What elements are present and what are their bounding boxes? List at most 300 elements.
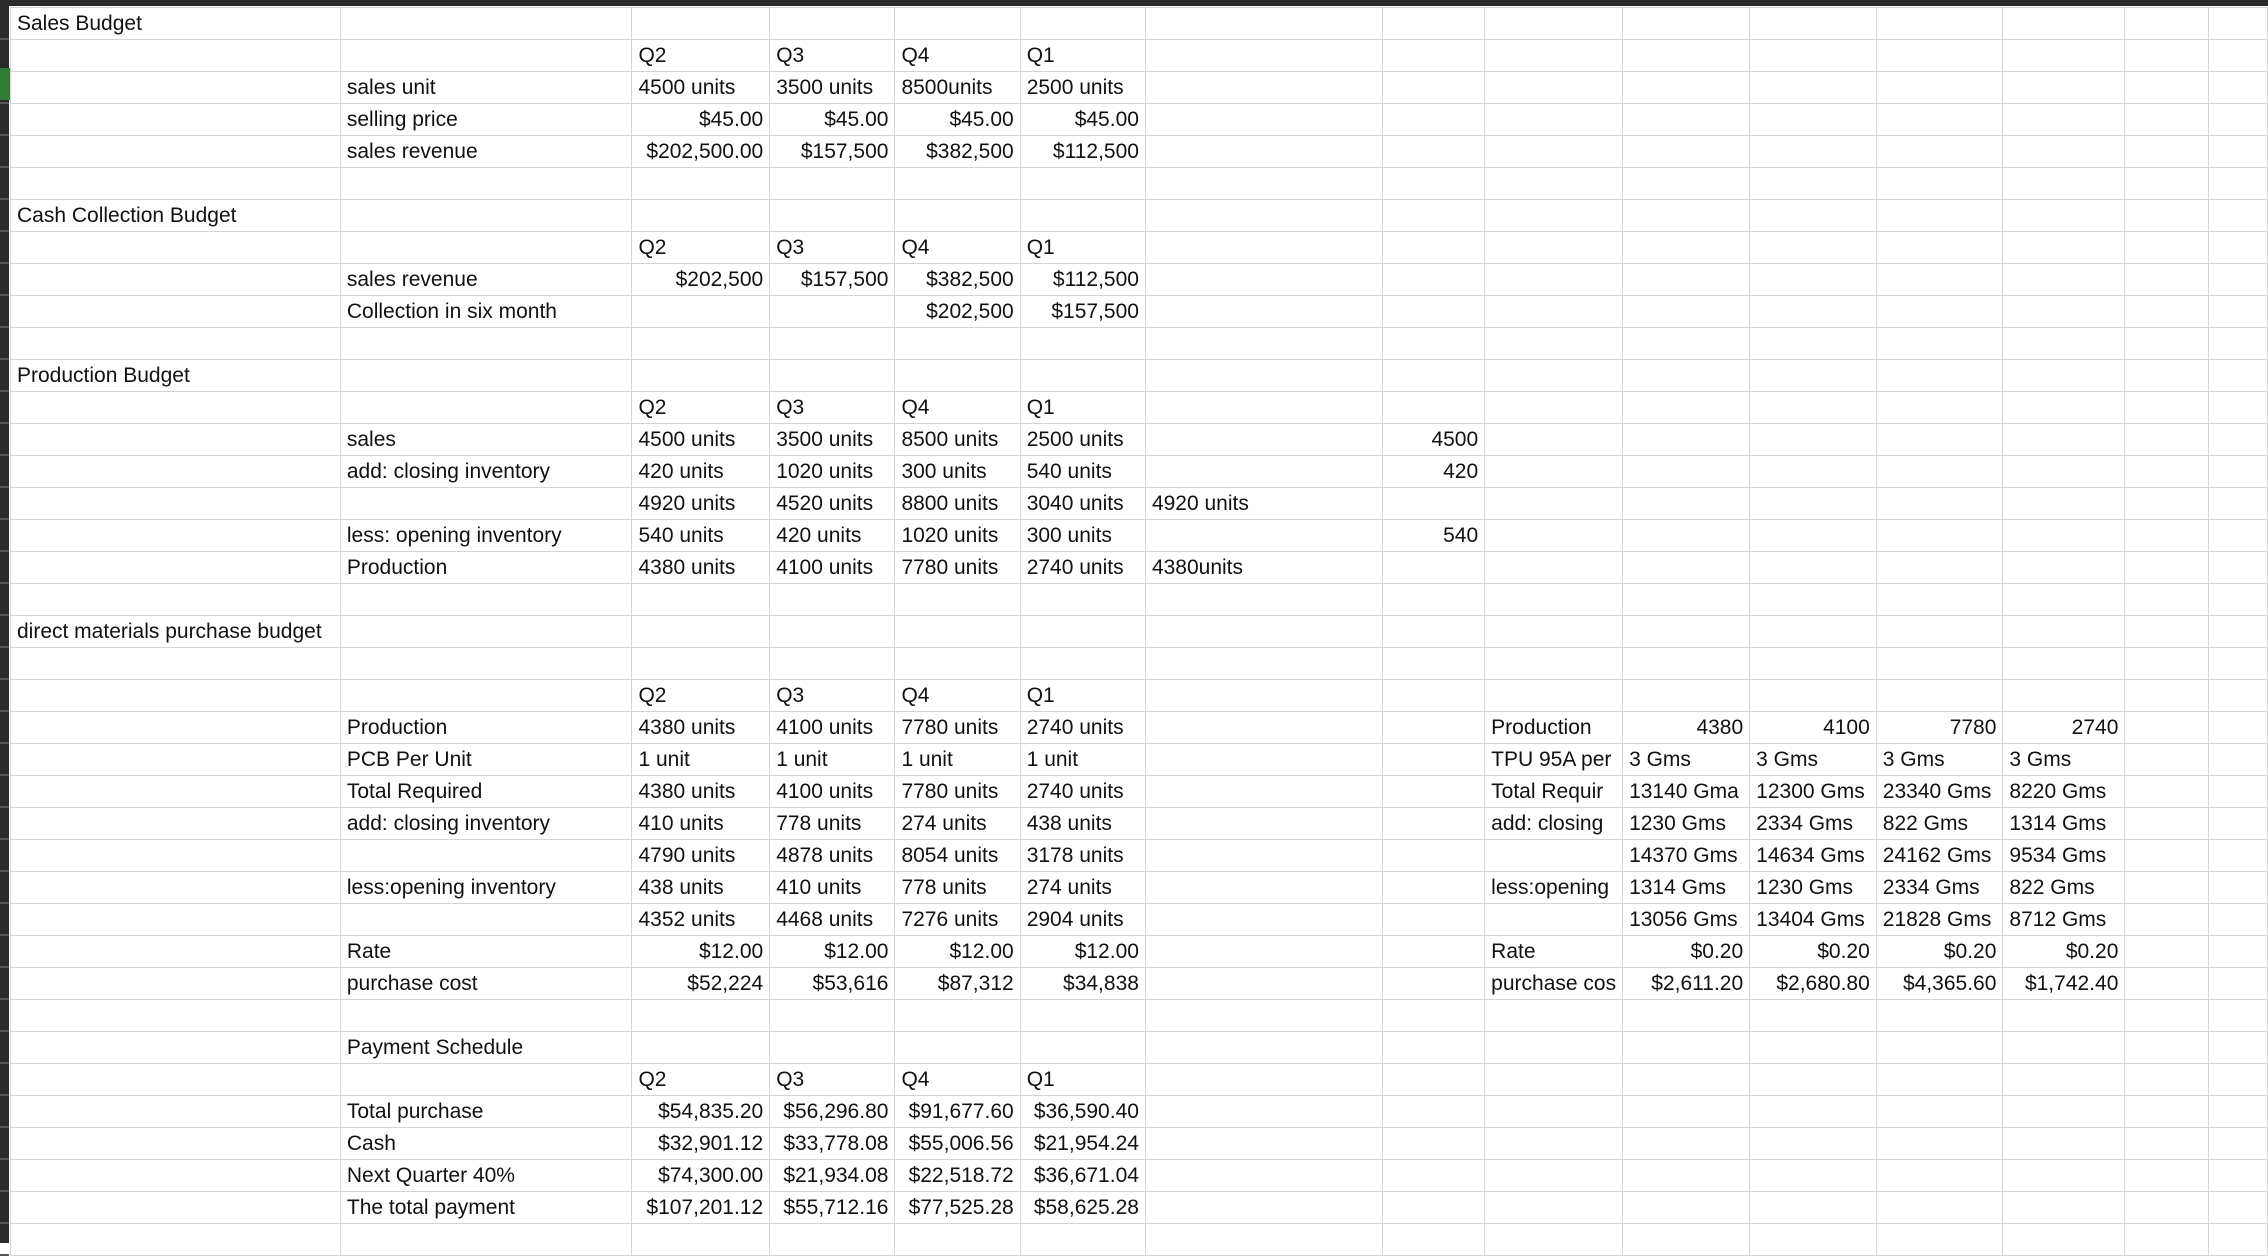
sheet-cell[interactable] xyxy=(1750,616,1877,648)
sheet-cell[interactable] xyxy=(340,584,632,616)
sheet-cell[interactable] xyxy=(11,232,341,264)
sheet-cell[interactable] xyxy=(1876,680,2003,712)
sheet-cell[interactable] xyxy=(11,1160,341,1192)
sheet-cell[interactable] xyxy=(1383,1160,1485,1192)
sheet-cell[interactable]: $157,500 xyxy=(1020,296,1145,328)
sheet-cell[interactable] xyxy=(11,744,341,776)
sheet-cell[interactable] xyxy=(1876,136,2003,168)
sheet-cell[interactable] xyxy=(1485,1128,1623,1160)
sheet-cell[interactable] xyxy=(2125,328,2208,360)
sheet-cell[interactable]: 420 units xyxy=(770,520,895,552)
sheet-cell[interactable] xyxy=(2125,232,2208,264)
sheet-cell[interactable]: $4,365.60 xyxy=(1876,968,2003,1000)
sheet-cell[interactable] xyxy=(1623,616,1750,648)
sheet-cell[interactable] xyxy=(340,840,632,872)
sheet-cell[interactable]: 420 xyxy=(1383,456,1485,488)
sheet-cell[interactable] xyxy=(1750,136,1877,168)
sheet-cell[interactable] xyxy=(2003,552,2125,584)
sheet-cell[interactable] xyxy=(1020,1224,1145,1256)
sheet-cell[interactable] xyxy=(11,488,341,520)
sheet-cell[interactable] xyxy=(1876,104,2003,136)
sheet-cell[interactable]: 540 xyxy=(1383,520,1485,552)
sheet-cell[interactable] xyxy=(2125,1064,2208,1096)
sheet-cell[interactable] xyxy=(2003,8,2125,40)
sheet-cell[interactable] xyxy=(2208,1192,2267,1224)
sheet-cell[interactable] xyxy=(2125,744,2208,776)
sheet-cell[interactable] xyxy=(1623,1096,1750,1128)
sheet-cell[interactable] xyxy=(1623,136,1750,168)
sheet-cell[interactable] xyxy=(1750,328,1877,360)
sheet-cell[interactable]: purchase cost xyxy=(340,968,632,1000)
sheet-cell[interactable] xyxy=(1145,72,1382,104)
sheet-cell[interactable] xyxy=(2125,72,2208,104)
sheet-cell[interactable]: $45.00 xyxy=(632,104,770,136)
sheet-cell[interactable] xyxy=(770,648,895,680)
sheet-cell[interactable] xyxy=(1485,168,1623,200)
sheet-cell[interactable] xyxy=(2208,8,2267,40)
sheet-cell[interactable] xyxy=(2125,136,2208,168)
sheet-cell[interactable]: $202,500 xyxy=(895,296,1020,328)
sheet-cell[interactable] xyxy=(1623,1192,1750,1224)
sheet-cell[interactable] xyxy=(11,328,341,360)
sheet-cell[interactable] xyxy=(2208,168,2267,200)
sheet-cell[interactable] xyxy=(1145,328,1382,360)
sheet-cell[interactable]: 2740 xyxy=(2003,712,2125,744)
sheet-cell[interactable]: $32,901.12 xyxy=(632,1128,770,1160)
sheet-cell[interactable] xyxy=(2125,264,2208,296)
sheet-cell[interactable]: Q4 xyxy=(895,1064,1020,1096)
sheet-cell[interactable] xyxy=(1623,1000,1750,1032)
sheet-cell[interactable]: $54,835.20 xyxy=(632,1096,770,1128)
sheet-cell[interactable] xyxy=(1145,424,1382,456)
sheet-cell[interactable]: Next Quarter 40% xyxy=(340,1160,632,1192)
sheet-cell[interactable] xyxy=(770,296,895,328)
sheet-cell[interactable] xyxy=(1145,1064,1382,1096)
sheet-cell[interactable] xyxy=(1383,744,1485,776)
sheet-cell[interactable]: Production xyxy=(340,552,632,584)
sheet-cell[interactable] xyxy=(2003,456,2125,488)
sheet-cell[interactable]: Q2 xyxy=(632,40,770,72)
sheet-cell[interactable] xyxy=(1383,1224,1485,1256)
sheet-cell[interactable] xyxy=(2003,360,2125,392)
sheet-cell[interactable] xyxy=(2208,488,2267,520)
sheet-cell[interactable] xyxy=(2125,424,2208,456)
sheet-cell[interactable] xyxy=(1876,1192,2003,1224)
sheet-cell[interactable] xyxy=(2125,808,2208,840)
sheet-cell[interactable]: 13056 Gms xyxy=(1623,904,1750,936)
sheet-cell[interactable]: 8800 units xyxy=(895,488,1020,520)
sheet-cell[interactable] xyxy=(1485,584,1623,616)
sheet-cell[interactable] xyxy=(11,712,341,744)
sheet-cell[interactable] xyxy=(11,72,341,104)
sheet-cell[interactable] xyxy=(1145,1192,1382,1224)
sheet-cell[interactable] xyxy=(1383,168,1485,200)
sheet-cell[interactable]: $0.20 xyxy=(1876,936,2003,968)
sheet-cell[interactable]: $77,525.28 xyxy=(895,1192,1020,1224)
sheet-cell[interactable]: TPU 95A per xyxy=(1485,744,1623,776)
sheet-cell[interactable] xyxy=(2125,680,2208,712)
sheet-cell[interactable] xyxy=(11,1224,341,1256)
sheet-cell[interactable] xyxy=(2003,424,2125,456)
sheet-cell[interactable]: $2,680.80 xyxy=(1750,968,1877,1000)
sheet-cell[interactable]: 7780 xyxy=(1876,712,2003,744)
sheet-cell[interactable] xyxy=(2125,776,2208,808)
sheet-cell[interactable] xyxy=(2208,1128,2267,1160)
sheet-cell[interactable]: $34,838 xyxy=(1020,968,1145,1000)
sheet-cell[interactable] xyxy=(1383,904,1485,936)
sheet-cell[interactable] xyxy=(1485,456,1623,488)
sheet-cell[interactable] xyxy=(1145,200,1382,232)
sheet-cell[interactable] xyxy=(2125,584,2208,616)
sheet-cell[interactable] xyxy=(1876,296,2003,328)
sheet-cell[interactable]: Q4 xyxy=(895,40,1020,72)
sheet-cell[interactable] xyxy=(2208,904,2267,936)
sheet-cell[interactable]: $12.00 xyxy=(632,936,770,968)
sheet-cell[interactable]: $45.00 xyxy=(895,104,1020,136)
sheet-cell[interactable] xyxy=(1623,456,1750,488)
sheet-cell[interactable] xyxy=(1145,104,1382,136)
sheet-cell[interactable] xyxy=(340,1224,632,1256)
sheet-cell[interactable] xyxy=(895,1224,1020,1256)
sheet-cell[interactable]: Q3 xyxy=(770,232,895,264)
sheet-cell[interactable]: 1020 units xyxy=(895,520,1020,552)
sheet-cell[interactable] xyxy=(11,904,341,936)
sheet-cell[interactable] xyxy=(11,840,341,872)
sheet-cell[interactable] xyxy=(2125,1224,2208,1256)
sheet-cell[interactable] xyxy=(1623,328,1750,360)
sheet-cell[interactable] xyxy=(11,296,341,328)
sheet-cell[interactable] xyxy=(340,40,632,72)
sheet-cell[interactable] xyxy=(2125,1128,2208,1160)
sheet-cell[interactable] xyxy=(1750,104,1877,136)
sheet-cell[interactable]: $12.00 xyxy=(1020,936,1145,968)
sheet-cell[interactable] xyxy=(1145,232,1382,264)
sheet-cell[interactable] xyxy=(2125,104,2208,136)
sheet-cell[interactable] xyxy=(895,200,1020,232)
sheet-cell[interactable] xyxy=(2208,296,2267,328)
sheet-cell[interactable] xyxy=(2003,1032,2125,1064)
sheet-cell[interactable] xyxy=(2003,1064,2125,1096)
sheet-cell[interactable]: 4520 units xyxy=(770,488,895,520)
sheet-cell[interactable]: 2740 units xyxy=(1020,552,1145,584)
sheet-cell[interactable] xyxy=(1876,1160,2003,1192)
sheet-cell[interactable] xyxy=(1876,648,2003,680)
sheet-cell[interactable]: 2904 units xyxy=(1020,904,1145,936)
sheet-cell[interactable] xyxy=(1876,40,2003,72)
sheet-cell[interactable] xyxy=(1485,40,1623,72)
sheet-cell[interactable] xyxy=(1145,1096,1382,1128)
sheet-cell[interactable] xyxy=(1145,264,1382,296)
sheet-cell[interactable] xyxy=(1145,584,1382,616)
sheet-cell[interactable]: less:opening inventory xyxy=(340,872,632,904)
sheet-cell[interactable]: Q3 xyxy=(770,392,895,424)
sheet-cell[interactable]: $21,954.24 xyxy=(1020,1128,1145,1160)
sheet-cell[interactable]: 778 units xyxy=(770,808,895,840)
sheet-cell[interactable]: sales revenue xyxy=(340,136,632,168)
sheet-cell[interactable]: sales xyxy=(340,424,632,456)
sheet-cell[interactable] xyxy=(1750,360,1877,392)
sheet-cell[interactable] xyxy=(2125,872,2208,904)
sheet-cell[interactable] xyxy=(1876,200,2003,232)
sheet-cell[interactable] xyxy=(1485,200,1623,232)
sheet-cell[interactable] xyxy=(2003,616,2125,648)
sheet-cell[interactable] xyxy=(2003,72,2125,104)
sheet-cell[interactable] xyxy=(632,8,770,40)
sheet-cell[interactable] xyxy=(2125,616,2208,648)
sheet-cell[interactable] xyxy=(340,232,632,264)
sheet-cell[interactable] xyxy=(1750,584,1877,616)
sheet-cell[interactable] xyxy=(2208,392,2267,424)
sheet-cell[interactable] xyxy=(1876,552,2003,584)
sheet-cell[interactable]: 3 Gms xyxy=(1750,744,1877,776)
sheet-cell[interactable] xyxy=(1623,232,1750,264)
sheet-cell[interactable] xyxy=(2208,1064,2267,1096)
sheet-cell[interactable] xyxy=(2208,840,2267,872)
sheet-cell[interactable] xyxy=(2125,1032,2208,1064)
sheet-cell[interactable] xyxy=(770,616,895,648)
sheet-cell[interactable]: purchase cos xyxy=(1485,968,1623,1000)
sheet-cell[interactable]: 4920 units xyxy=(1145,488,1382,520)
sheet-cell[interactable]: 23340 Gms xyxy=(1876,776,2003,808)
sheet-cell[interactable] xyxy=(2003,584,2125,616)
sheet-cell[interactable] xyxy=(2208,712,2267,744)
sheet-cell[interactable]: 540 units xyxy=(1020,456,1145,488)
sheet-cell[interactable] xyxy=(1485,520,1623,552)
sheet-cell[interactable]: 7780 units xyxy=(895,776,1020,808)
sheet-cell[interactable] xyxy=(2003,328,2125,360)
sheet-cell[interactable]: $202,500.00 xyxy=(632,136,770,168)
sheet-cell[interactable]: add: closing inventory xyxy=(340,456,632,488)
sheet-cell[interactable]: add: closing inventory xyxy=(340,808,632,840)
sheet-cell[interactable] xyxy=(770,1224,895,1256)
sheet-cell[interactable] xyxy=(1750,1192,1877,1224)
sheet-cell[interactable] xyxy=(2208,424,2267,456)
sheet-cell[interactable] xyxy=(1876,264,2003,296)
sheet-cell[interactable]: $55,712.16 xyxy=(770,1192,895,1224)
sheet-cell[interactable] xyxy=(2208,136,2267,168)
sheet-cell[interactable]: 4100 units xyxy=(770,712,895,744)
sheet-cell[interactable] xyxy=(1876,72,2003,104)
sheet-cell[interactable] xyxy=(770,168,895,200)
sheet-cell[interactable] xyxy=(632,296,770,328)
sheet-cell[interactable]: 24162 Gms xyxy=(1876,840,2003,872)
sheet-cell[interactable] xyxy=(1876,168,2003,200)
sheet-cell[interactable] xyxy=(770,8,895,40)
sheet-cell[interactable] xyxy=(2125,904,2208,936)
sheet-cell[interactable]: 410 units xyxy=(632,808,770,840)
sheet-cell[interactable] xyxy=(632,168,770,200)
sheet-cell[interactable] xyxy=(1623,264,1750,296)
sheet-cell[interactable] xyxy=(1876,488,2003,520)
sheet-cell[interactable] xyxy=(340,1064,632,1096)
sheet-cell[interactable] xyxy=(2208,584,2267,616)
sheet-cell[interactable] xyxy=(1750,40,1877,72)
sheet-cell[interactable] xyxy=(2208,1160,2267,1192)
sheet-cell[interactable] xyxy=(1145,168,1382,200)
sheet-cell[interactable]: $382,500 xyxy=(895,264,1020,296)
sheet-cell[interactable] xyxy=(1383,264,1485,296)
sheet-cell[interactable] xyxy=(1623,680,1750,712)
sheet-cell[interactable] xyxy=(2208,616,2267,648)
sheet-cell[interactable] xyxy=(1145,808,1382,840)
sheet-cell[interactable] xyxy=(2208,1096,2267,1128)
sheet-cell[interactable] xyxy=(1750,1000,1877,1032)
sheet-cell[interactable]: $157,500 xyxy=(770,264,895,296)
sheet-cell[interactable] xyxy=(1750,680,1877,712)
sheet-cell[interactable] xyxy=(1876,232,2003,264)
sheet-cell[interactable] xyxy=(1383,40,1485,72)
sheet-cell[interactable]: 822 Gms xyxy=(1876,808,2003,840)
sheet-cell[interactable] xyxy=(340,360,632,392)
sheet-cell[interactable] xyxy=(1485,264,1623,296)
sheet-cell[interactable] xyxy=(632,360,770,392)
sheet-cell[interactable]: 420 units xyxy=(632,456,770,488)
sheet-cell[interactable] xyxy=(340,616,632,648)
sheet-cell[interactable]: Q1 xyxy=(1020,232,1145,264)
sheet-cell[interactable] xyxy=(340,200,632,232)
sheet-cell[interactable] xyxy=(1383,808,1485,840)
sheet-cell[interactable] xyxy=(632,1224,770,1256)
sheet-cell[interactable] xyxy=(1750,1096,1877,1128)
sheet-cell[interactable]: Cash xyxy=(340,1128,632,1160)
sheet-cell[interactable] xyxy=(1876,1000,2003,1032)
sheet-cell[interactable]: 4380 xyxy=(1623,712,1750,744)
sheet-cell[interactable]: sales revenue xyxy=(340,264,632,296)
sheet-cell[interactable]: Q2 xyxy=(632,680,770,712)
sheet-cell[interactable] xyxy=(2125,840,2208,872)
sheet-cell[interactable] xyxy=(2125,200,2208,232)
sheet-cell[interactable]: 21828 Gms xyxy=(1876,904,2003,936)
sheet-cell[interactable]: 4920 units xyxy=(632,488,770,520)
sheet-cell[interactable] xyxy=(1020,200,1145,232)
sheet-cell[interactable] xyxy=(1623,552,1750,584)
sheet-cell[interactable] xyxy=(2208,1000,2267,1032)
sheet-cell[interactable]: 1 unit xyxy=(895,744,1020,776)
sheet-cell[interactable] xyxy=(1485,296,1623,328)
sheet-cell[interactable] xyxy=(1145,1128,1382,1160)
sheet-cell[interactable] xyxy=(11,1192,341,1224)
sheet-cell[interactable] xyxy=(1145,1032,1382,1064)
sheet-cell[interactable] xyxy=(11,1000,341,1032)
sheet-cell[interactable] xyxy=(1383,712,1485,744)
sheet-cell[interactable] xyxy=(2003,200,2125,232)
sheet-cell[interactable]: Q2 xyxy=(632,232,770,264)
sheet-cell[interactable] xyxy=(1383,200,1485,232)
sheet-cell[interactable] xyxy=(1383,1128,1485,1160)
sheet-cell[interactable] xyxy=(11,808,341,840)
sheet-cell[interactable] xyxy=(340,648,632,680)
sheet-cell[interactable] xyxy=(2125,1096,2208,1128)
sheet-cell[interactable] xyxy=(2208,872,2267,904)
sheet-cell[interactable] xyxy=(1020,8,1145,40)
sheet-cell[interactable] xyxy=(11,40,341,72)
sheet-cell[interactable]: 7780 units xyxy=(895,712,1020,744)
sheet-cell[interactable] xyxy=(895,8,1020,40)
sheet-cell[interactable]: 3 Gms xyxy=(1876,744,2003,776)
sheet-cell[interactable]: Production Budget xyxy=(11,360,341,392)
sheet-cell[interactable] xyxy=(1750,264,1877,296)
sheet-cell[interactable] xyxy=(1383,584,1485,616)
sheet-cell[interactable]: 1230 Gms xyxy=(1750,872,1877,904)
sheet-cell[interactable] xyxy=(1876,1032,2003,1064)
sheet-cell[interactable] xyxy=(1750,72,1877,104)
sheet-cell[interactable] xyxy=(1485,72,1623,104)
sheet-cell[interactable] xyxy=(1485,360,1623,392)
sheet-cell[interactable] xyxy=(895,328,1020,360)
sheet-cell[interactable] xyxy=(895,1032,1020,1064)
sheet-cell[interactable]: 4500 xyxy=(1383,424,1485,456)
sheet-cell[interactable] xyxy=(2208,808,2267,840)
sheet-cell[interactable] xyxy=(2208,936,2267,968)
sheet-cell[interactable] xyxy=(2003,232,2125,264)
sheet-cell[interactable] xyxy=(1383,552,1485,584)
sheet-cell[interactable] xyxy=(1876,1128,2003,1160)
sheet-cell[interactable] xyxy=(2125,1000,2208,1032)
sheet-cell[interactable] xyxy=(1750,168,1877,200)
sheet-cell[interactable] xyxy=(1383,840,1485,872)
sheet-cell[interactable] xyxy=(1145,648,1382,680)
sheet-cell[interactable] xyxy=(11,776,341,808)
sheet-cell[interactable] xyxy=(2208,456,2267,488)
sheet-cell[interactable] xyxy=(340,488,632,520)
sheet-cell[interactable]: 4380 units xyxy=(632,712,770,744)
sheet-cell[interactable] xyxy=(11,584,341,616)
sheet-cell[interactable]: 13140 Gma xyxy=(1623,776,1750,808)
sheet-cell[interactable] xyxy=(770,584,895,616)
sheet-cell[interactable] xyxy=(340,168,632,200)
sheet-cell[interactable]: $2,611.20 xyxy=(1623,968,1750,1000)
sheet-cell[interactable]: $53,616 xyxy=(770,968,895,1000)
sheet-cell[interactable]: direct materials purchase budget xyxy=(11,616,341,648)
sheet-cell[interactable] xyxy=(1145,776,1382,808)
sheet-cell[interactable] xyxy=(2003,1128,2125,1160)
sheet-cell[interactable] xyxy=(1145,616,1382,648)
sheet-cell[interactable] xyxy=(1383,680,1485,712)
sheet-cell[interactable] xyxy=(895,360,1020,392)
sheet-cell[interactable]: 300 units xyxy=(895,456,1020,488)
sheet-cell[interactable]: $157,500 xyxy=(770,136,895,168)
sheet-cell[interactable] xyxy=(2003,1096,2125,1128)
sheet-cell[interactable] xyxy=(1383,360,1485,392)
sheet-cell[interactable] xyxy=(2003,488,2125,520)
sheet-cell[interactable] xyxy=(1750,200,1877,232)
sheet-cell[interactable] xyxy=(1383,1000,1485,1032)
sheet-cell[interactable]: 4790 units xyxy=(632,840,770,872)
sheet-cell[interactable]: $74,300.00 xyxy=(632,1160,770,1192)
sheet-cell[interactable]: 4100 units xyxy=(770,776,895,808)
sheet-cell[interactable] xyxy=(1485,392,1623,424)
sheet-cell[interactable]: add: closing xyxy=(1485,808,1623,840)
sheet-cell[interactable] xyxy=(1383,136,1485,168)
sheet-cell[interactable] xyxy=(2125,552,2208,584)
sheet-cell[interactable] xyxy=(1383,968,1485,1000)
sheet-cell[interactable] xyxy=(2208,72,2267,104)
sheet-cell[interactable] xyxy=(895,168,1020,200)
sheet-cell[interactable] xyxy=(2208,104,2267,136)
sheet-cell[interactable]: sales unit xyxy=(340,72,632,104)
sheet-cell[interactable] xyxy=(2125,456,2208,488)
sheet-cell[interactable]: $382,500 xyxy=(895,136,1020,168)
sheet-cell[interactable]: 410 units xyxy=(770,872,895,904)
sheet-cell[interactable]: $112,500 xyxy=(1020,136,1145,168)
sheet-cell[interactable] xyxy=(11,136,341,168)
sheet-cell[interactable]: Collection in six month xyxy=(340,296,632,328)
sheet-cell[interactable]: 1314 Gms xyxy=(2003,808,2125,840)
sheet-cell[interactable]: 3500 units xyxy=(770,72,895,104)
sheet-cell[interactable]: Rate xyxy=(340,936,632,968)
sheet-cell[interactable]: Total Required xyxy=(340,776,632,808)
sheet-cell[interactable] xyxy=(1876,616,2003,648)
